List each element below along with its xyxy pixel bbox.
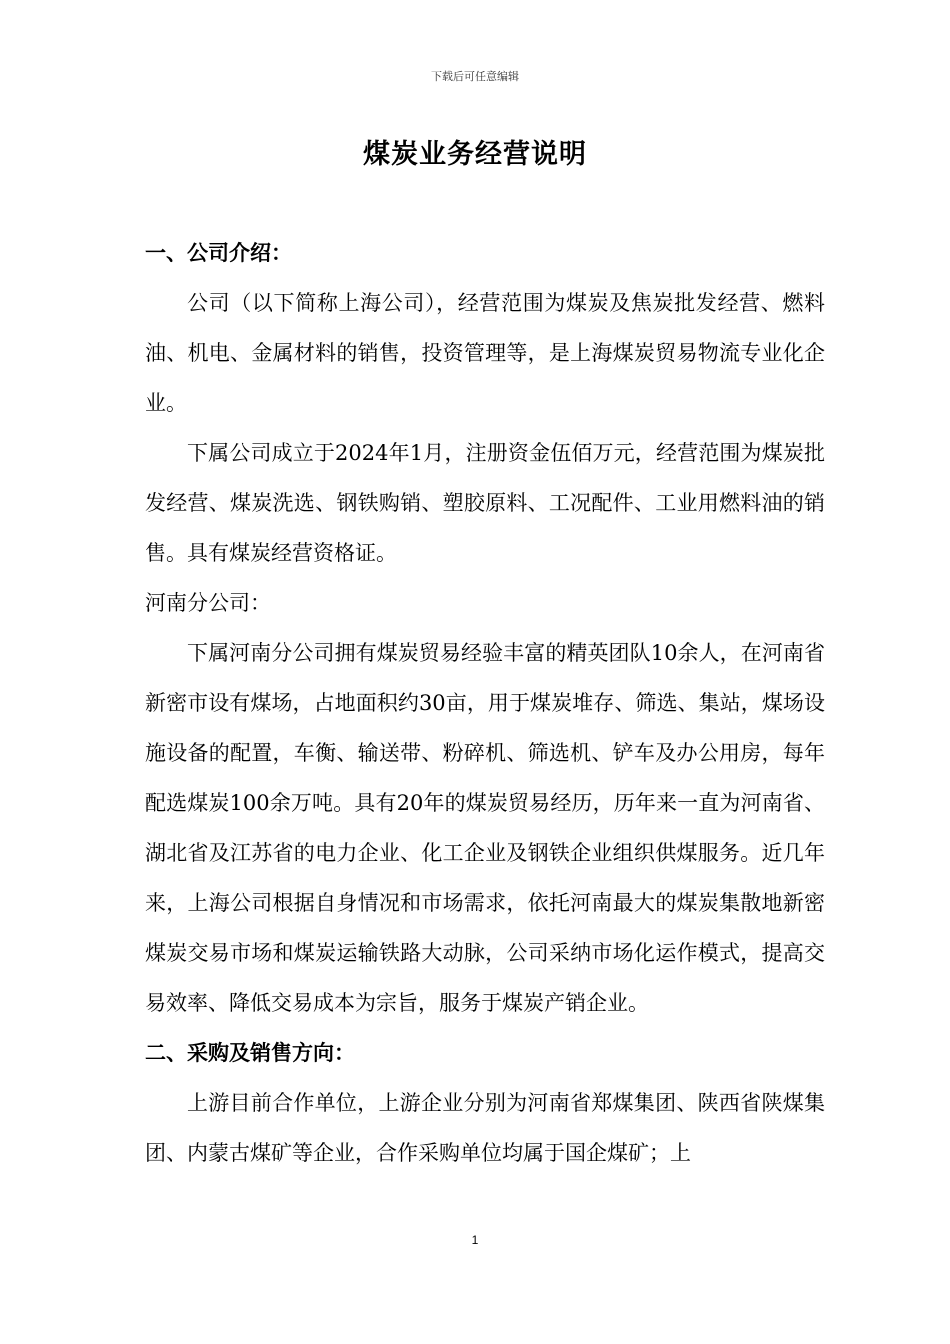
page-header: 下载后可任意编辑 xyxy=(431,70,519,83)
paragraph-upstream: 上游目前合作单位，上游企业分别为河南省郑煤集团、陕西省陕煤集团、内蒙古煤矿等企业，合作采购单位均属于国企煤矿；上 xyxy=(145,1091,825,1165)
paragraph-subsidiary: 下属公司成立于2024年1月，注册资金伍佰万元，经营范围为煤炭批发经营、煤炭洗选、钢铁购销、塑胶原料、工况配件、工业用燃料油的销售。具有煤炭经营资格证。 xyxy=(145,441,825,565)
section-heading-company-intro: 一、公司介绍： xyxy=(145,241,292,265)
document-body xyxy=(145,228,825,1178)
section-heading-purchase-sales: 二、采购及销售方向： xyxy=(145,1041,355,1065)
paragraph-company-scope: 公司（以下简称上海公司），经营范围为煤炭及焦炭批发经营、燃料油、机电、金属材料的销售，投资管理等，是上海煤炭贸易物流专业化企业。 xyxy=(145,291,825,415)
document-title: 煤炭业务经营说明 xyxy=(363,139,587,170)
subheading-henan-branch: 河南分公司： xyxy=(145,591,271,615)
page-number: 1 xyxy=(471,1233,479,1247)
paragraph-henan-branch: 下属河南分公司拥有煤炭贸易经验丰富的精英团队10余人，在河南省新密市设有煤场，占地面积约30亩，用于煤炭堆存、筛选、集站，煤场设施设备的配置，车衡、输送带、粉碎机、筛选机、铲车及办公用房，每年配选煤炭100余万吨。具有20年的煤炭贸易经历，历年来一直为河南省、湖北省及江苏省的电力企业、化工企业及钢铁企业组织供煤服务。近几年来，上海公司根据自身情况和市场需求，依托河南最大的煤炭集散地新密煤炭交易市场和煤炭运输铁路大动脉，公司采纳市场化运作模式，提高交易效率、降低交易成本为宗旨，服务于煤炭产销企业。 xyxy=(145,641,825,1015)
